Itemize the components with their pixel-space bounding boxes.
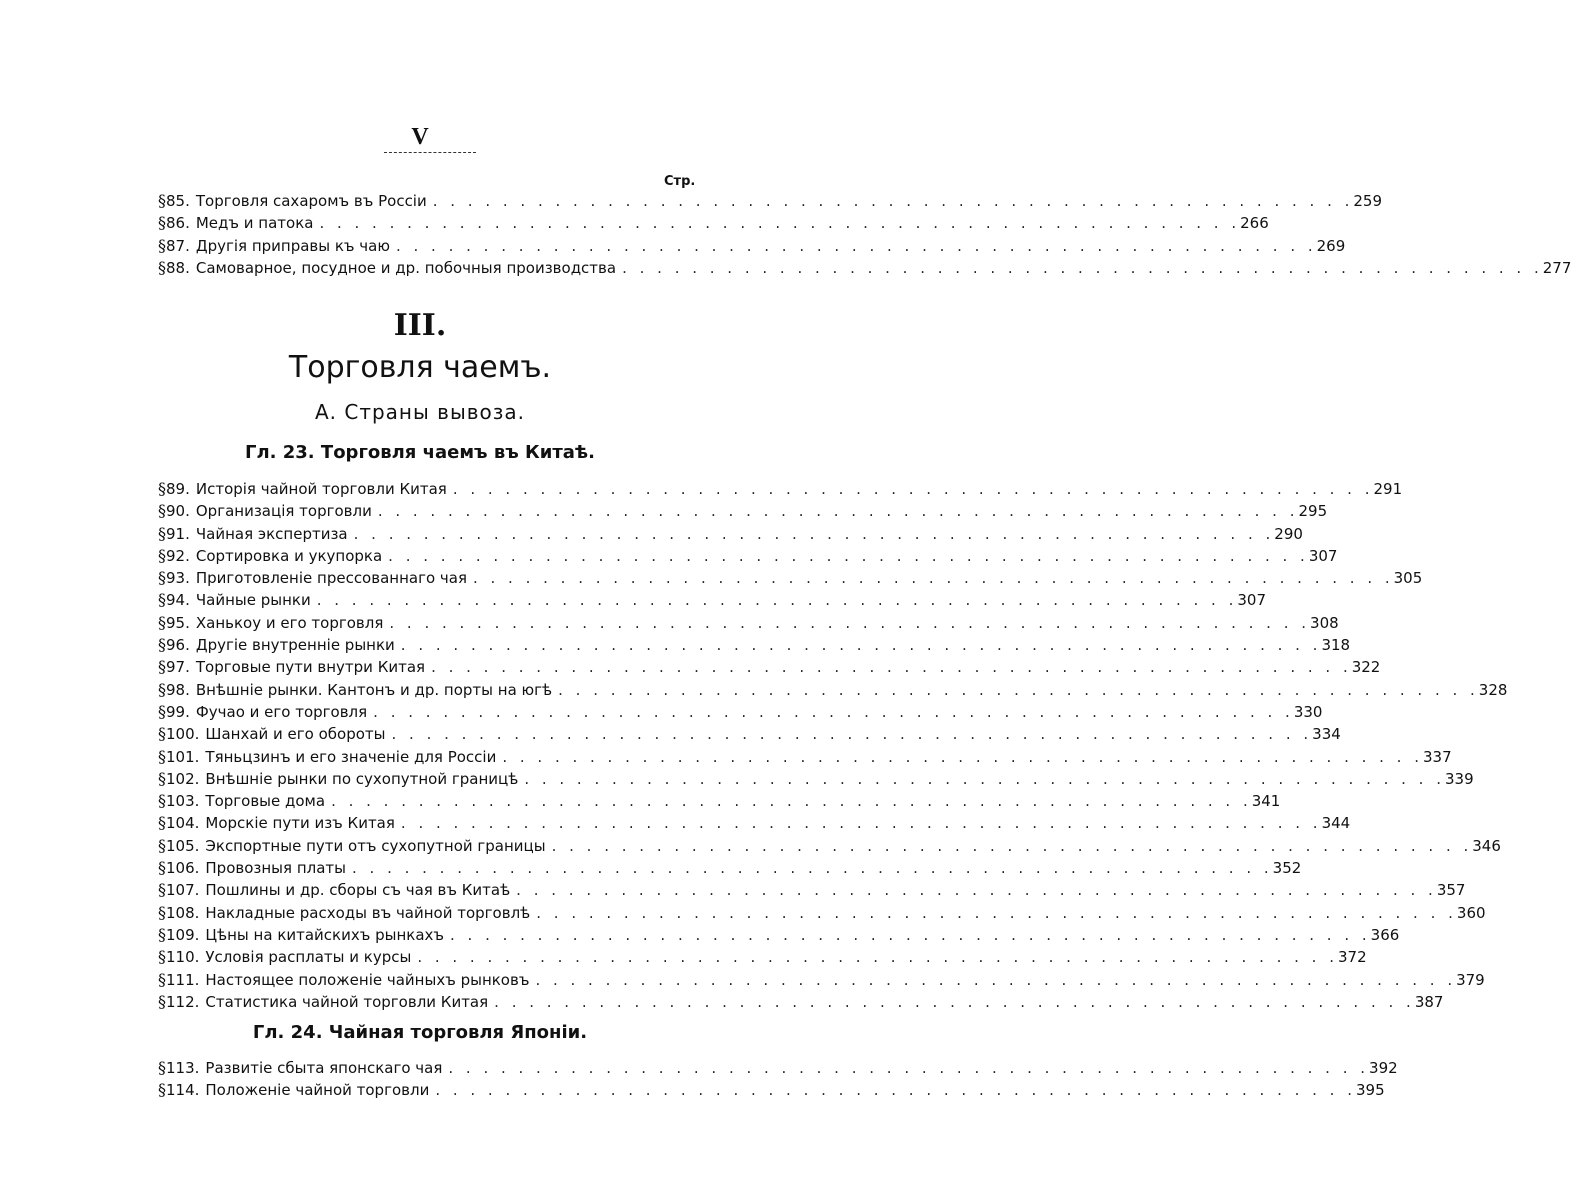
section-sign: §: [158, 746, 166, 766]
toc-entry: [158, 1079, 1385, 1101]
chapter-23-toc-list: [158, 478, 1508, 1013]
toc-entry-page: 357: [1436, 881, 1466, 900]
leader-dots: [429, 1079, 1356, 1101]
section-sign: §: [158, 724, 166, 744]
toc-entry-number: 91.: [166, 524, 190, 543]
toc-entry-number: 89.: [166, 480, 190, 498]
toc-entry-page: 305: [1393, 569, 1423, 588]
section-sign: §: [158, 813, 166, 833]
section-sign: §: [158, 501, 166, 521]
toc-entry: [158, 1057, 1398, 1079]
toc-entry: [158, 924, 1400, 946]
leader-dots: [510, 879, 1437, 901]
section-sign: §: [158, 235, 166, 255]
leader-dots: [346, 857, 1273, 879]
toc-entry-page: 307: [1308, 546, 1338, 565]
section-sign: §: [158, 991, 166, 1011]
leader-dots: [395, 812, 1322, 834]
leader-dots: [348, 523, 1275, 545]
toc-entry-title: Экспортные пути отъ сухопутной границы: [205, 836, 546, 855]
section-sign: §: [158, 568, 166, 588]
toc-entry-title: Организація торговли: [195, 502, 372, 521]
section-sign: §: [158, 657, 166, 677]
toc-entry: [158, 567, 1423, 589]
toc-entry-page: 291: [1373, 480, 1403, 498]
toc-entry: [158, 589, 1267, 611]
toc-entry-number: 113.: [166, 1059, 200, 1077]
section-sign: §: [158, 768, 166, 788]
leader-dots: [386, 723, 1313, 745]
toc-entry: [158, 679, 1508, 701]
toc-entry-title: Положеніе чайной торговли: [205, 1081, 430, 1100]
toc-entry-number: 101.: [166, 747, 200, 766]
toc-entry-page: 360: [1456, 903, 1486, 922]
section-sign: §: [158, 191, 166, 210]
toc-entry: [158, 701, 1323, 723]
toc-entry-number: 85.: [166, 192, 190, 210]
toc-entry-page: 290: [1274, 524, 1303, 543]
part-number: III.: [393, 308, 447, 343]
toc-entry-page: 366: [1370, 925, 1400, 944]
toc-entry-title: Статистика чайной торговли Китая: [205, 992, 489, 1011]
toc-entry: [158, 812, 1351, 834]
toc-entry: [158, 500, 1328, 522]
toc-entry-number: 86.: [166, 214, 190, 233]
toc-entry-page: 392: [1369, 1059, 1398, 1077]
toc-entry-number: 98.: [166, 680, 190, 699]
toc-entry-page: 341: [1251, 792, 1281, 811]
section-sign: §: [158, 479, 166, 498]
leader-dots: [488, 991, 1415, 1013]
toc-entry-number: 112.: [166, 992, 200, 1011]
leader-dots: [447, 478, 1374, 500]
leader-dots: [390, 235, 1317, 257]
toc-entry: [158, 946, 1367, 968]
toc-entry: [158, 857, 1302, 879]
toc-entry-title: Другіе внутренніе рынки: [195, 636, 395, 655]
leader-dots: [427, 190, 1354, 212]
toc-entry-title: Торговля сахаромъ въ Россіи: [195, 192, 427, 210]
leader-dots: [442, 1057, 1369, 1079]
chapter-23-heading: Гл. 23. Торговля чаемъ въ Китаѣ.: [245, 442, 595, 463]
toc-entry-title: Накладные расходы въ чайной торговлѣ: [205, 903, 531, 922]
leader-dots: [313, 212, 1240, 234]
toc-entry-number: 103.: [166, 792, 200, 811]
toc-entry: [158, 545, 1338, 567]
toc-entry: [158, 212, 1269, 234]
chapter-24-heading: Гл. 24. Чайная торговля Японіи.: [252, 1022, 588, 1043]
section-sign: §: [158, 590, 166, 610]
page-column-header: Стр.: [664, 174, 696, 189]
toc-entry-title: Торговые пути внутри Китая: [195, 658, 426, 677]
toc-entry-title: Торговые дома: [205, 792, 326, 811]
toc-entry-number: 104.: [166, 814, 200, 833]
section-sign: §: [158, 545, 166, 565]
section-sign: §: [158, 902, 166, 922]
leader-dots: [467, 567, 1394, 589]
toc-entry-title: Морскіе пути изъ Китая: [205, 814, 395, 833]
toc-entry-number: 105.: [166, 836, 200, 855]
toc-entry: [158, 790, 1281, 812]
toc-entry-title: Провозныя платы: [205, 859, 346, 878]
toc-entry-title: Другія приправы къ чаю: [195, 236, 390, 255]
section-sign: §: [158, 791, 166, 811]
toc-entry-page: 259: [1353, 192, 1383, 210]
toc-entry-page: 339: [1444, 769, 1474, 788]
part-title: Торговля чаемъ.: [288, 350, 552, 385]
toc-entry-number: 102.: [166, 769, 200, 788]
toc-entry: [158, 768, 1474, 790]
toc-entry-title: Исторія чайной торговли Китая: [195, 480, 447, 498]
toc-entry-number: 111.: [166, 970, 200, 989]
toc-entry-title: Самоварное, посудное и др. побочныя производства: [195, 258, 617, 277]
toc-entry: [158, 835, 1501, 857]
toc-entry: [158, 723, 1341, 745]
leader-dots: [383, 612, 1310, 634]
section-sign: §: [158, 969, 166, 989]
toc-entry: [158, 190, 1383, 212]
toc-entry-page: 395: [1355, 1081, 1385, 1100]
leader-dots: [367, 701, 1294, 723]
leader-dots: [372, 500, 1299, 522]
toc-entry-number: 94.: [166, 591, 190, 610]
toc-entry-number: 95.: [166, 613, 190, 632]
subsection-title: А. Страны вывоза.: [314, 400, 526, 424]
toc-entry-page: 337: [1423, 747, 1452, 766]
toc-entry-number: 106.: [166, 859, 200, 878]
toc-entry: [158, 257, 1571, 279]
toc-entry-title: Приготовленіе прессованнаго чая: [195, 569, 467, 588]
toc-entry: [158, 746, 1452, 768]
toc-entry-number: 99.: [166, 702, 190, 721]
leader-dots: [530, 902, 1457, 924]
toc-entry-number: 96.: [166, 636, 190, 655]
toc-entry: [158, 478, 1403, 500]
toc-entry: [158, 523, 1303, 545]
leader-dots: [529, 969, 1456, 991]
toc-entry-page: 277: [1542, 258, 1571, 277]
page-number: V: [411, 124, 429, 150]
section-sign: §: [158, 924, 166, 944]
toc-entry-page: 387: [1414, 992, 1444, 1011]
toc-entry-title: Пошлины и др. сборы съ чая въ Китаѣ: [205, 881, 511, 900]
leader-dots: [425, 656, 1352, 678]
toc-entry: [158, 902, 1486, 924]
leader-dots: [546, 835, 1473, 857]
toc-entry: [158, 235, 1346, 257]
toc-entry-page: 330: [1293, 702, 1323, 721]
toc-entry: [158, 634, 1351, 656]
section-sign: §: [158, 679, 166, 699]
toc-entry-title: Ханькоу и его торговля: [195, 613, 384, 632]
section-sign: §: [158, 701, 166, 721]
toc-entry-page: 322: [1351, 658, 1381, 677]
toc-entry-title: Чайные рынки: [195, 591, 311, 610]
toc-entry: [158, 612, 1339, 634]
toc-entry-page: 269: [1316, 236, 1346, 255]
toc-entry-number: 88.: [166, 258, 190, 277]
toc-entry-page: 266: [1240, 214, 1269, 233]
section-sign: §: [158, 635, 166, 655]
toc-entry-page: 308: [1310, 613, 1339, 632]
toc-entry-page: 372: [1337, 948, 1367, 967]
section-sign: §: [158, 213, 166, 233]
toc-entry-title: Фучао и его торговля: [195, 702, 368, 721]
toc-entry-number: 108.: [166, 903, 200, 922]
section-sign: §: [158, 858, 166, 878]
toc-entry-title: Шанхай и его обороты: [205, 725, 386, 744]
section-sign: §: [158, 1058, 166, 1077]
leader-dots: [518, 768, 1445, 790]
toc-entry-number: 114.: [166, 1081, 200, 1100]
leader-dots: [325, 790, 1252, 812]
toc-entry-number: 92.: [166, 546, 190, 565]
toc-entry-number: 109.: [166, 925, 200, 944]
toc-entry-page: 328: [1478, 680, 1508, 699]
toc-entry-title: Медъ и патока: [195, 214, 314, 233]
section-sign: §: [158, 835, 166, 855]
toc-entry-page: 318: [1321, 636, 1351, 655]
toc-entry-number: 100.: [166, 725, 200, 744]
toc-entry-page: 346: [1472, 836, 1501, 855]
leader-dots: [411, 946, 1338, 968]
toc-entry-number: 93.: [166, 569, 190, 588]
toc-entry-title: Настоящее положеніе чайныхъ рынковъ: [205, 970, 530, 989]
toc-entry: [158, 991, 1444, 1013]
toc-entry-title: Сортировка и укупорка: [195, 546, 383, 565]
toc-entry: [158, 656, 1381, 678]
toc-entry-title: Внѣшніе рынки. Кантонъ и др. порты на югѣ: [195, 680, 553, 699]
leader-dots: [444, 924, 1371, 946]
toc-entry-page: 352: [1272, 859, 1302, 878]
toc-entry-title: Внѣшніе рынки по сухопутной границѣ: [205, 769, 519, 788]
toc-entry-page: 344: [1321, 814, 1351, 833]
toc-entry: [158, 879, 1466, 901]
chapter-24-toc-list: [158, 1057, 1398, 1102]
section-sign: §: [158, 612, 166, 632]
section-sign: §: [158, 1080, 166, 1100]
toc-entry-title: Цѣны на китайскихъ рынкахъ: [205, 925, 444, 944]
toc-entry-number: 107.: [166, 881, 200, 900]
toc-entry-title: Чайная экспертиза: [195, 524, 348, 543]
leader-dots: [311, 589, 1238, 611]
toc-entry-page: 295: [1298, 502, 1328, 521]
toc-entry: [158, 969, 1485, 991]
toc-entry-title: Развитіе сбыта японскаго чая: [205, 1059, 443, 1077]
toc-entry-page: 334: [1312, 725, 1341, 744]
section-sign: §: [158, 523, 166, 543]
toc-entry-title: Условія расплаты и курсы: [205, 948, 412, 967]
leader-dots: [616, 257, 1543, 279]
leader-dots: [395, 634, 1322, 656]
toc-entry-number: 90.: [166, 502, 190, 521]
section-sign: §: [158, 880, 166, 900]
leader-dots: [552, 679, 1479, 701]
toc-entry-number: 87.: [166, 236, 190, 255]
toc-entry-number: 110.: [166, 948, 200, 967]
toc-entry-title: Тяньцзинъ и его значеніе для Россіи: [205, 747, 497, 766]
page-number-rule: [384, 152, 476, 153]
leader-dots: [496, 746, 1423, 768]
toc-top-list: [158, 190, 1571, 279]
leader-dots: [382, 545, 1309, 567]
toc-entry-page: 379: [1456, 970, 1485, 989]
toc-entry-page: 307: [1237, 591, 1267, 610]
section-sign: §: [158, 257, 166, 277]
section-sign: §: [158, 947, 166, 967]
toc-entry-number: 97.: [166, 658, 190, 677]
